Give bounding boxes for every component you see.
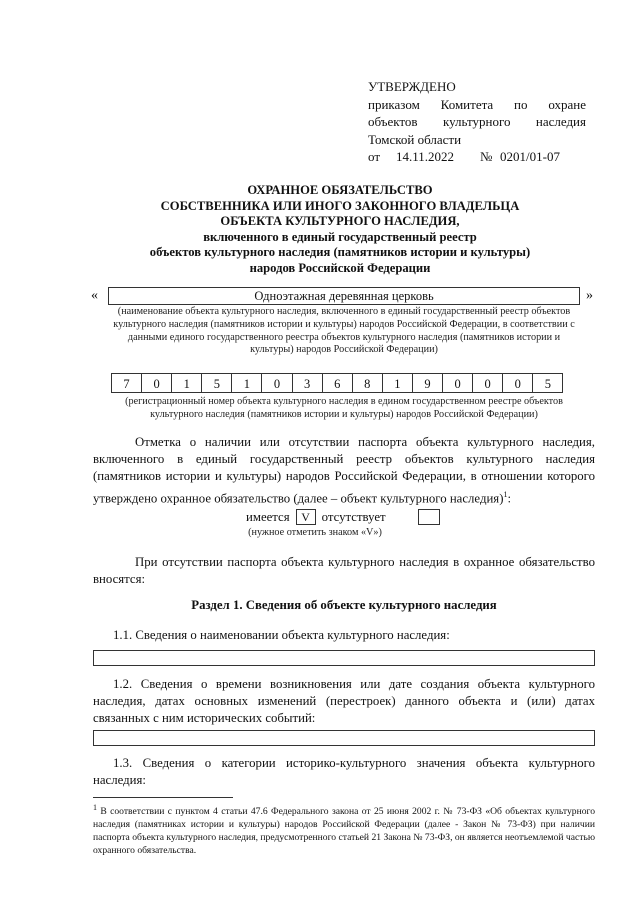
- reg-digit-cell: 8: [352, 373, 383, 393]
- reg-digit-cell: 0: [442, 373, 473, 393]
- reg-digit-cell: 0: [502, 373, 533, 393]
- approval-title: УТВЕРЖДЕНО: [368, 79, 456, 94]
- reg-number-caption: (регистрационный номер объекта культурного наследия в едином государственном реестре объектов культурного наследия (памятников истории и культуры) народов Российской Федерации): [125, 396, 563, 420]
- passport-tail: :: [507, 490, 512, 505]
- passport-paragraph: [93, 434, 595, 507]
- has-passport-label: имеется: [246, 509, 290, 524]
- footnote-number: 1: [93, 803, 97, 812]
- item-1-1-label: 1.1. Сведения о наименовании объекта культурного наследия:: [113, 628, 450, 642]
- heading-line-1: ОХРАННОЕ ОБЯЗАТЕЛЬСТВО: [247, 183, 433, 197]
- item-1-3-label: 1.3. Сведения о категории историко-культурного значения объекта культурного наследия:: [93, 756, 595, 788]
- no-passport-label: отсутствует: [321, 509, 386, 524]
- heading-line-6: народов Российской Федерации: [249, 260, 431, 275]
- absent-passport-note: При отсутствии паспорта объекта культурного наследия в охранное обязательство вносятся:: [93, 555, 595, 587]
- order-number-sign: №: [480, 149, 493, 164]
- object-name-field[interactable]: Одноэтажная деревянная церковь: [108, 287, 580, 305]
- passport-checkboxes: [246, 509, 440, 525]
- reg-digit-cell: 0: [261, 373, 292, 393]
- reg-digit-cell: 0: [141, 373, 172, 393]
- approval-line-3: Томской области: [368, 131, 462, 147]
- has-passport-checkbox[interactable]: V: [296, 509, 316, 525]
- item-1-1-field[interactable]: [93, 650, 595, 666]
- section-1-title: Раздел 1. Сведения об объекте культурного наследия: [191, 598, 497, 612]
- reg-digit-cell: 0: [472, 373, 503, 393]
- checkbox-hint: (нужное отметить знаком «V»): [248, 527, 382, 538]
- reg-digit-cell: 1: [231, 373, 262, 393]
- heading-line-5: объектов культурного наследия (памятников истории и культуры): [149, 245, 531, 259]
- reg-digit-cell: 5: [201, 373, 232, 393]
- heading-line-2: СОБСТВЕННИКА ИЛИ ИНОГО ЗАКОННОГО ВЛАДЕЛЬЦА: [160, 198, 520, 213]
- footnote-separator: [93, 797, 233, 798]
- reg-number-grid: [111, 373, 562, 393]
- approval-block: [368, 78, 586, 166]
- reg-digit-cell: 3: [292, 373, 323, 393]
- order-line: [368, 148, 586, 166]
- document-heading: [60, 183, 620, 276]
- order-number: 0201/01-07: [500, 149, 560, 164]
- item-1-2-label: 1.2. Сведения о времени возникновения или дате создания объекта культурного наследия, датах основных изменений (перестроек) данного объекта и (или) датах связанных с ним исторических событий:: [93, 677, 595, 726]
- object-name-caption: (наименование объекта культурного наследия, включенного в единый государственный реестр объектов культурного наследия (памятников истории и культуры) народов Российской Федерации, в соответствии с данными единого государственного реестра объектов культурного наследия (памятников истории и культуры) народов Российской Федерации): [113, 306, 575, 356]
- close-quote: »: [586, 288, 593, 303]
- footnote: [93, 801, 595, 857]
- open-quote: «: [91, 288, 98, 303]
- passport-text: Отметка о наличии или отсутствии паспорта объекта культурного наследия, включенного в единый государственный реестр объектов культурного наследия (памятников истории и культуры) народов Российской Федерации, в отношении которого утверждено охранное обязательство (далее – объект культурного наследия): [93, 435, 595, 505]
- heading-line-4: включенного в единый государственный реестр: [203, 229, 477, 244]
- approval-line-1: приказом Комитета по охране: [368, 96, 586, 112]
- order-prefix: от: [368, 149, 381, 164]
- approval-line-2: объектов культурного наследия: [368, 114, 586, 129]
- reg-digit-cell: 5: [532, 373, 563, 393]
- item-1-2-field[interactable]: [93, 730, 595, 746]
- footnote-text: В соответствии с пунктом 4 статьи 47.6 Федерального закона от 25 июня 2002 г. № 73-ФЗ «Об объектах культурного наследия (памятниках истории и культуры) народов Российской Федерации (далее - Закон № 73-ФЗ) при наличии паспорта объекта культурного наследия, предусмотренного статьей 21 Закона № 73-ФЗ, он является неотъемлемой частью охранного обязательства.: [93, 806, 595, 857]
- footnote-ref: 1: [503, 489, 508, 499]
- heading-line-3: ОБЪЕКТА КУЛЬТУРНОГО НАСЛЕДИЯ,: [220, 214, 460, 228]
- reg-digit-cell: 1: [382, 373, 413, 393]
- reg-digit-cell: 9: [412, 373, 443, 393]
- order-date: 14.11.2022: [396, 149, 455, 164]
- no-passport-checkbox[interactable]: [418, 509, 440, 525]
- reg-digit-cell: 6: [322, 373, 353, 393]
- reg-digit-cell: 7: [111, 373, 142, 393]
- reg-digit-cell: 1: [171, 373, 202, 393]
